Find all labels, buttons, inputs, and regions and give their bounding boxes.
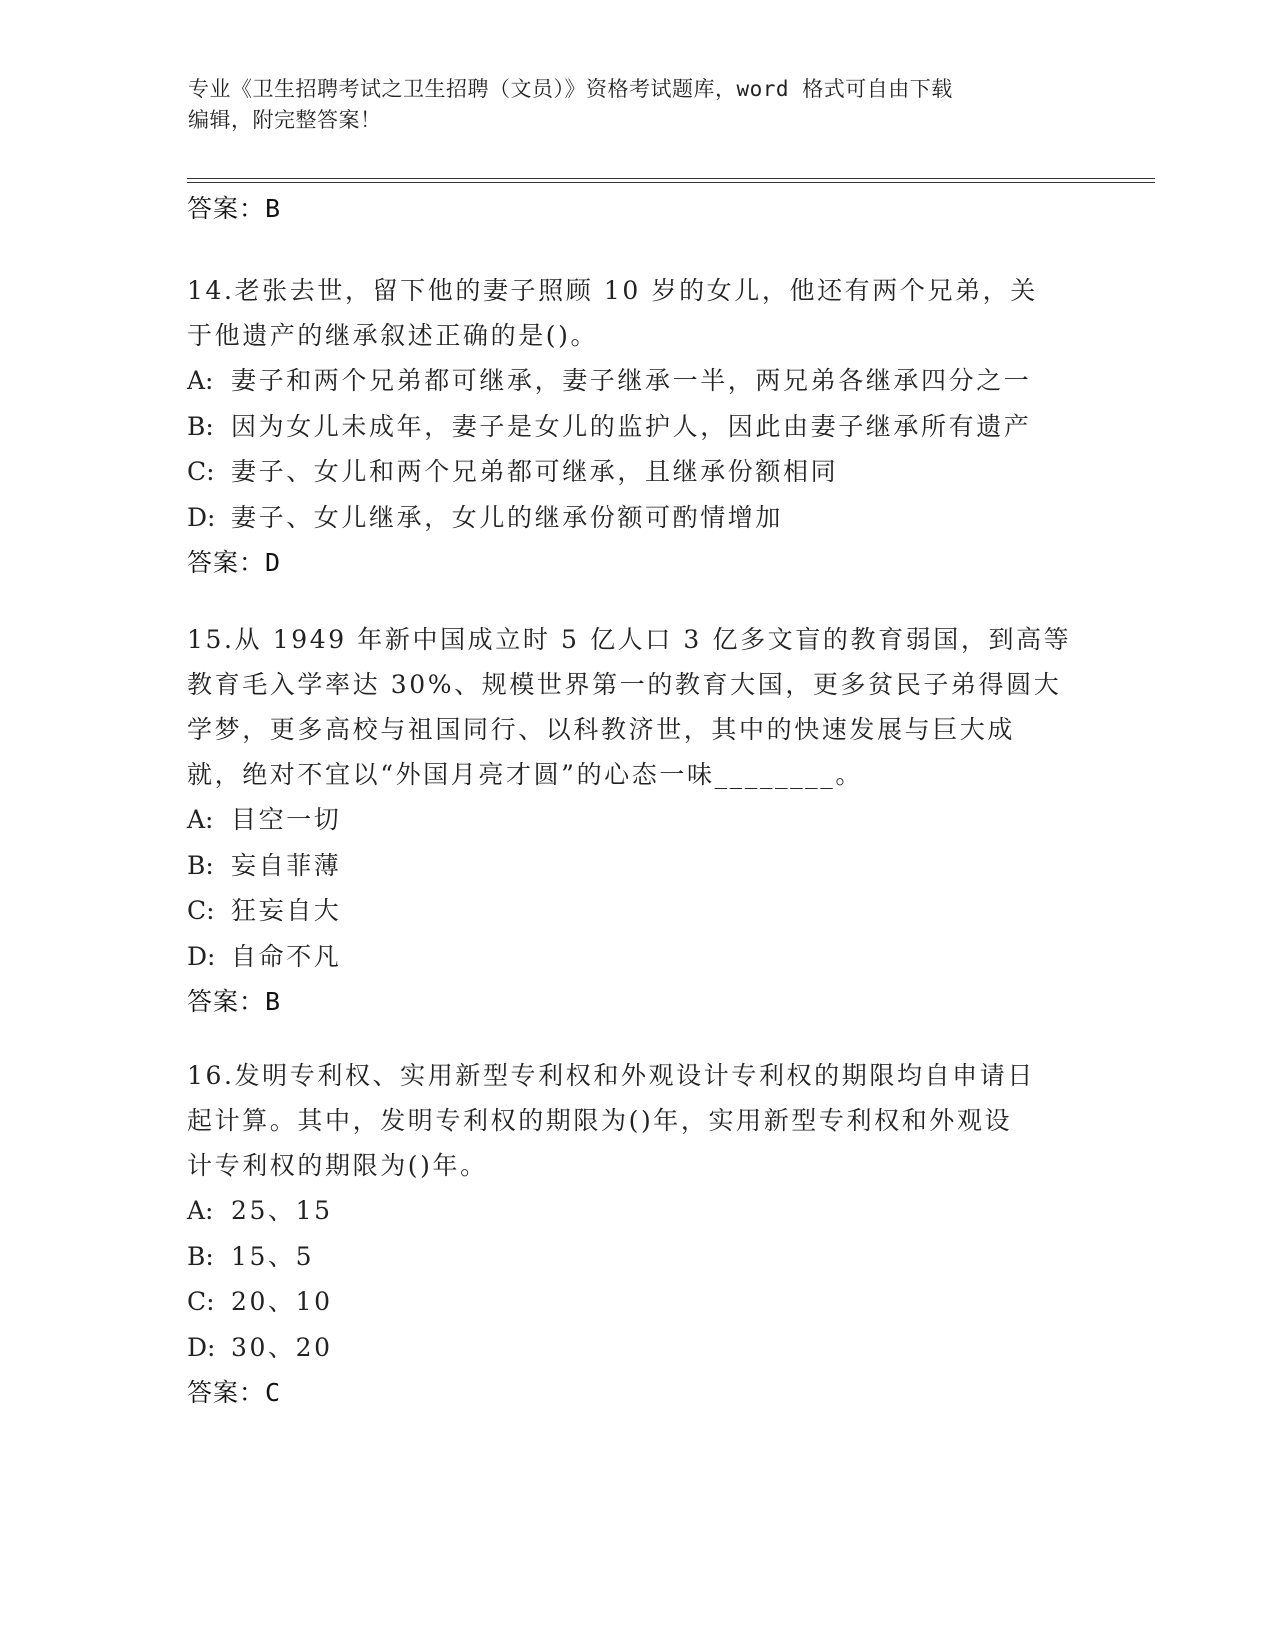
question-stem <box>187 268 1087 358</box>
option-a <box>187 358 1087 404</box>
answer: 答案：B <box>187 987 282 1016</box>
question-16 <box>187 1053 1087 1415</box>
option-key: B: <box>187 411 214 441</box>
header-line-1: 专业《卫生招聘考试之卫生招聘（文员）》资格考试题库，word 格式可自由下载 <box>188 77 953 101</box>
option-key: C: <box>187 896 215 925</box>
option-c <box>187 1279 1087 1325</box>
option-text: 20、10 <box>231 1287 333 1316</box>
question-line: 学梦，更多高校与祖国同行、以科教济世，其中的快速发展与巨大成 <box>187 715 1016 744</box>
option-text: 狂妄自大 <box>231 896 342 925</box>
option-key: A: <box>187 1196 214 1225</box>
header-line-2: 编辑，附完整答案！ <box>188 108 382 132</box>
option-b <box>187 843 1087 889</box>
option-key: C: <box>187 457 215 486</box>
question-stem <box>187 1053 1087 1188</box>
question-line: 16.发明专利权、实用新型专利权和外观设计专利权的期限均自申请日 <box>187 1061 1035 1090</box>
question-line: 起计算。其中，发明专利权的期限为()年，实用新型专利权和外观设 <box>187 1106 1013 1135</box>
header-rule-bottom <box>187 182 1155 183</box>
option-key: A: <box>187 366 214 395</box>
option-text: 30、20 <box>231 1332 333 1362</box>
question-line: 15.从 1949 年新中国成立时 5 亿人口 3 亿多文盲的教育弱国，到高等 <box>187 625 1072 654</box>
option-c <box>187 888 1087 934</box>
option-key: D: <box>187 941 216 971</box>
option-text: 妻子、女儿和两个兄弟都可继承，且继承份额相同 <box>231 457 839 486</box>
option-key: A: <box>187 805 214 834</box>
answer: 答案：D <box>187 548 282 577</box>
question-line: 计专利权的期限为()年。 <box>187 1151 488 1180</box>
option-c <box>187 449 1087 495</box>
option-text: 自命不凡 <box>231 941 342 971</box>
previous-answer: 答案：B <box>187 194 282 223</box>
question-line: 于他遗产的继承叙述正确的是()。 <box>187 321 599 350</box>
option-text: 目空一切 <box>231 805 342 834</box>
option-text: 15、5 <box>231 1241 315 1271</box>
option-text: 妻子、女儿继承，女儿的继承份额可酌情增加 <box>231 502 784 532</box>
option-text: 妻子和两个兄弟都可继承，妻子继承一半，两兄弟各继承四分之一 <box>231 366 1032 395</box>
question-line: 14.老张去世，留下他的妻子照顾 10 岁的女儿，他还有两个兄弟，关 <box>187 276 1038 305</box>
option-key: B: <box>187 850 214 880</box>
option-b <box>187 404 1087 450</box>
question-stem <box>187 617 1087 797</box>
option-key: B: <box>187 1241 214 1271</box>
option-key: D: <box>187 1332 216 1362</box>
option-text: 妄自菲薄 <box>231 850 342 880</box>
option-text: 因为女儿未成年，妻子是女儿的监护人，因此由妻子继承所有遗产 <box>231 411 1032 441</box>
question-15 <box>187 617 1087 1024</box>
option-d <box>187 934 1087 980</box>
option-d <box>187 1325 1087 1371</box>
option-key: C: <box>187 1287 215 1316</box>
question-14 <box>187 268 1087 585</box>
option-a <box>187 797 1087 843</box>
document-header <box>188 74 1068 136</box>
option-key: D: <box>187 502 216 532</box>
question-line: 就，绝对不宜以“外国月亮才圆”的心态一味________。 <box>187 760 863 789</box>
option-a <box>187 1188 1087 1234</box>
header-rule-top <box>187 178 1155 179</box>
option-b <box>187 1234 1087 1280</box>
option-text: 25、15 <box>231 1196 333 1225</box>
answer: 答案：C <box>187 1378 282 1407</box>
question-line: 教育毛入学率达 30%、规模世界第一的教育大国，更多贫民子弟得圆大 <box>187 670 1062 699</box>
option-d <box>187 495 1087 541</box>
